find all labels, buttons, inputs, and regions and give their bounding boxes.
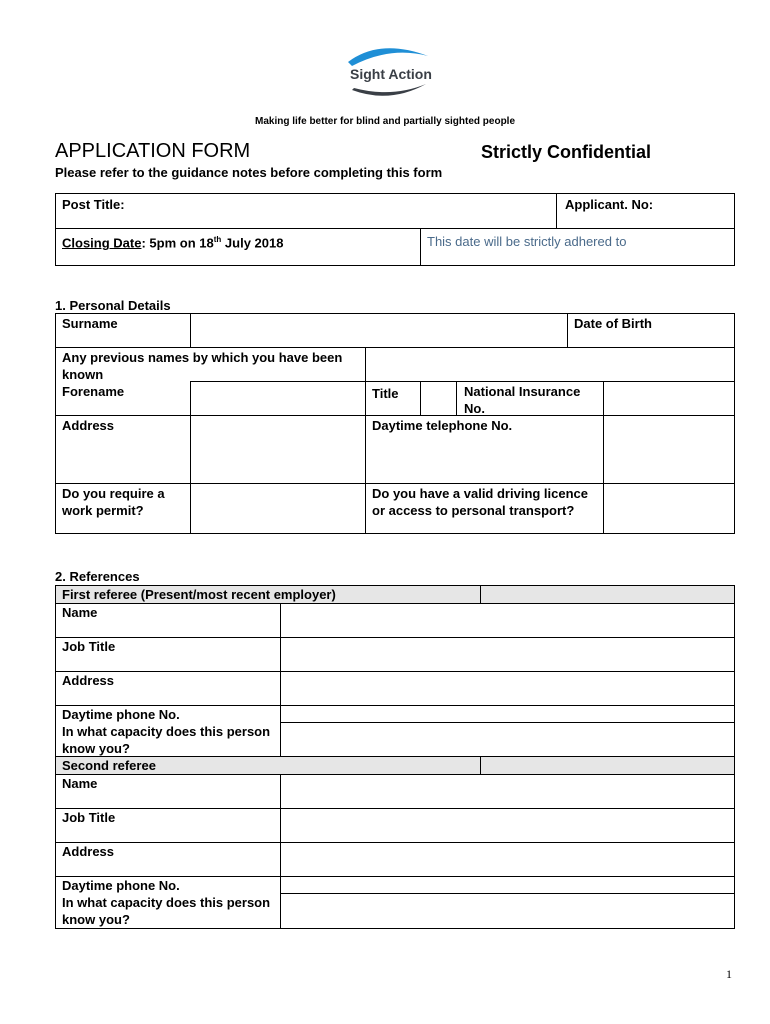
references-heading: 2. References — [55, 569, 140, 584]
ref1-capacity-field[interactable] — [282, 724, 733, 755]
adhere-note: This date will be strictly adhered to — [427, 234, 627, 249]
driving-label: Do you have a valid driving licence or access to personal transport? — [372, 486, 589, 518]
surname-field[interactable] — [192, 315, 565, 346]
ref2-name-field[interactable] — [282, 776, 733, 807]
work-permit-field[interactable] — [192, 485, 363, 532]
address-field[interactable] — [192, 417, 363, 482]
closing-date: Closing Date: 5pm on 18th July 2018 — [62, 235, 284, 251]
forename-label: Forename — [62, 384, 125, 399]
ref1-capacity-label: In what capacity does this person know you? — [62, 724, 271, 756]
ref2-phone-field[interactable] — [282, 878, 733, 892]
title-label: Title — [372, 386, 399, 401]
post-title-field[interactable] — [140, 196, 550, 224]
ref1-job-title-field[interactable] — [282, 639, 733, 670]
ref1-job-title-label: Job Title — [62, 639, 116, 654]
daytime-tel-field[interactable] — [605, 417, 733, 482]
applicant-no-label: Applicant. No: — [565, 197, 654, 212]
guidance-text: Please refer to the guidance notes before completing this form — [55, 165, 443, 180]
ref2-address-label: Address — [62, 844, 115, 859]
ref1-address-label: Address — [62, 673, 115, 688]
forename-field[interactable] — [192, 383, 363, 414]
post-title-label: Post Title: — [62, 197, 125, 212]
svg-text:Sight Action: Sight Action — [350, 66, 432, 82]
title-field[interactable] — [422, 383, 455, 414]
ni-field[interactable] — [605, 383, 733, 414]
dob-label: Date of Birth — [574, 316, 652, 331]
form-title: APPLICATION FORM — [55, 140, 251, 162]
ref2-job-title-field[interactable] — [282, 810, 733, 841]
ref1-phone-label: Daytime phone No. — [62, 707, 180, 722]
ref1-name-field[interactable] — [282, 605, 733, 636]
ref1-address-field[interactable] — [282, 673, 733, 704]
previous-names-label: Any previous names by which you have been known — [62, 350, 343, 382]
first-referee-header: First referee (Present/most recent employer) — [62, 587, 336, 602]
driving-field[interactable] — [605, 485, 733, 532]
tagline: Making life better for blind and partially sighted people — [254, 116, 516, 127]
ref2-job-title-label: Job Title — [62, 810, 116, 825]
ref1-name-label: Name — [62, 605, 98, 620]
ni-label: National Insurance No. — [464, 384, 581, 416]
address-label: Address — [62, 418, 115, 433]
ref1-phone-field[interactable] — [282, 707, 733, 721]
sight-action-logo — [340, 44, 435, 100]
surname-label: Surname — [62, 316, 118, 331]
ref2-name-label: Name — [62, 776, 98, 791]
daytime-tel-label: Daytime telephone No. — [372, 418, 513, 433]
second-referee-header: Second referee — [62, 758, 156, 773]
ref2-phone-label: Daytime phone No. — [62, 878, 180, 893]
work-permit-label: Do you require a work permit? — [62, 486, 165, 518]
previous-names-field[interactable] — [367, 349, 733, 380]
confidential-label: Strictly Confidential — [481, 142, 652, 162]
page-number: 1 — [726, 967, 732, 981]
ref2-capacity-field[interactable] — [282, 895, 733, 927]
ref2-capacity-label: In what capacity does this person know you? — [62, 895, 271, 927]
personal-details-heading: 1. Personal Details — [55, 298, 171, 313]
ref2-address-field[interactable] — [282, 844, 733, 875]
